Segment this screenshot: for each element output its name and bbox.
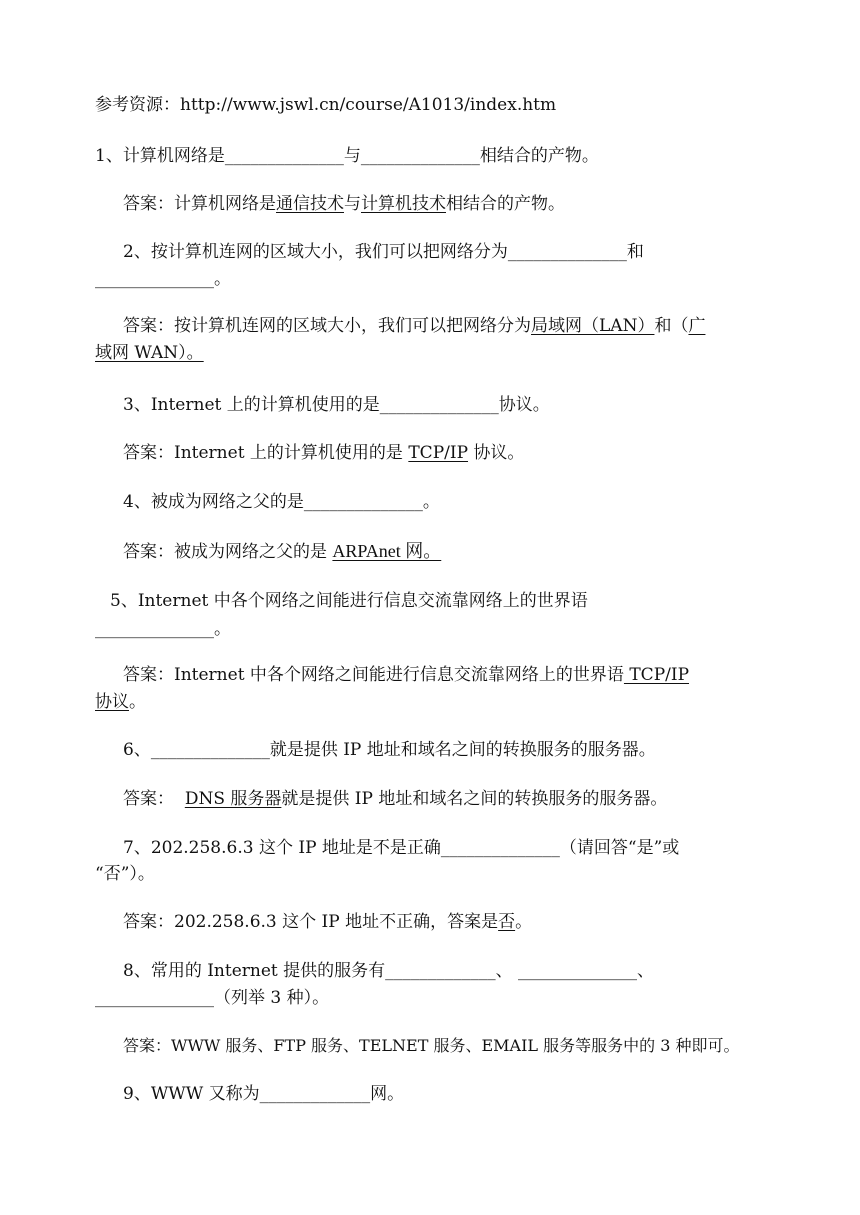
answer-7	[123, 909, 803, 936]
answer-6	[123, 786, 803, 813]
answer-5-underlined-1: TCP/IP	[623, 665, 690, 685]
answer-2-underlined-3: 域网 WAN）。	[95, 343, 204, 363]
answer-7-underlined: 否	[498, 912, 516, 932]
answer-5-line-1	[123, 662, 803, 689]
question-7-line-2: “否”）。	[95, 864, 155, 884]
answer-2-underlined-1: 局域网（LAN）	[531, 316, 655, 336]
answer-1-suffix: 相结合的产物。	[446, 194, 565, 214]
question-8-line-1: 8、常用的 Internet 提供的服务有_____________、 ______________、	[123, 961, 655, 981]
answer-5-underlined-2: 协议	[95, 692, 129, 712]
reference-line: 参考资源：http://www.jswl.cn/course/A1013/index.htm	[95, 95, 557, 115]
answer-7-prefix: 答案：202.258.6.3 这个 IP 地址不正确，答案是	[123, 912, 499, 932]
question-4: 4、被成为网络之父的是______________。	[123, 492, 440, 512]
answer-3	[123, 440, 803, 467]
answer-2-line-1	[123, 313, 803, 340]
answer-2-underlined-2: 广	[688, 316, 706, 336]
question-6: 6、______________就是提供 IP 地址和域名之间的转换服务的服务器。	[123, 740, 656, 760]
question-5-line-1: 5、Internet 中各个网络之间能进行信息交流靠网络上的世界语	[110, 591, 588, 611]
answer-3-underlined: TCP/IP	[408, 443, 469, 463]
answer-2-line-2	[95, 340, 775, 367]
answer-1-underlined-2: 计算机技术	[361, 194, 446, 214]
answer-1-underlined-1: 通信技术	[276, 194, 344, 214]
answer-5-line-2	[95, 689, 775, 716]
answer-4-prefix: 答案：被成为网络之父的是	[123, 542, 333, 562]
answer-2-mid: 和（	[654, 316, 689, 336]
answer-1-prefix: 答案：计算机网络是	[123, 194, 276, 214]
answer-4-underlined: ARPAnet 网。	[332, 541, 442, 561]
answer-5-prefix: 答案：Internet 中各个网络之间能进行信息交流靠网络上的世界语	[123, 665, 624, 685]
answer-3-prefix: 答案：Internet 上的计算机使用的是	[123, 443, 409, 463]
question-2-line-2: ______________。	[95, 269, 231, 289]
answer-1-mid: 与	[344, 194, 361, 214]
answer-6-underlined: DNS 服务器	[184, 789, 282, 809]
answer-7-suffix: 。	[515, 912, 533, 932]
answer-5-suffix: 。	[129, 692, 146, 712]
answer-3-suffix: 协议。	[468, 443, 525, 463]
question-1: 1、计算机网络是______________与______________相结合的产物。	[95, 146, 599, 166]
answer-8: 答案：WWW 服务、FTP 服务、TELNET 服务、EMAIL 服务等服务中的 3 种即可。	[123, 1036, 740, 1055]
question-7-line-1: 7、202.258.6.3 这个 IP 地址是不是正确______________（请回答“是”或	[123, 838, 680, 858]
answer-2-prefix: 答案：按计算机连网的区域大小，我们可以把网络分为	[123, 316, 531, 336]
question-5-line-2: ______________。	[95, 619, 231, 639]
question-8-line-2: ______________（列举 3 种）。	[95, 988, 330, 1008]
answer-4	[123, 538, 803, 566]
answer-1	[123, 191, 803, 218]
answer-6-suffix: 就是提供 IP 地址和域名之间的转换服务的服务器。	[281, 789, 668, 809]
question-9: 9、WWW 又称为_____________网。	[123, 1084, 405, 1104]
question-2-line-1: 2、按计算机连网的区域大小，我们可以把网络分为______________和	[123, 242, 644, 262]
answer-6-prefix: 答案：	[123, 789, 185, 809]
question-3: 3、Internet 上的计算机使用的是______________协议。	[123, 395, 550, 415]
